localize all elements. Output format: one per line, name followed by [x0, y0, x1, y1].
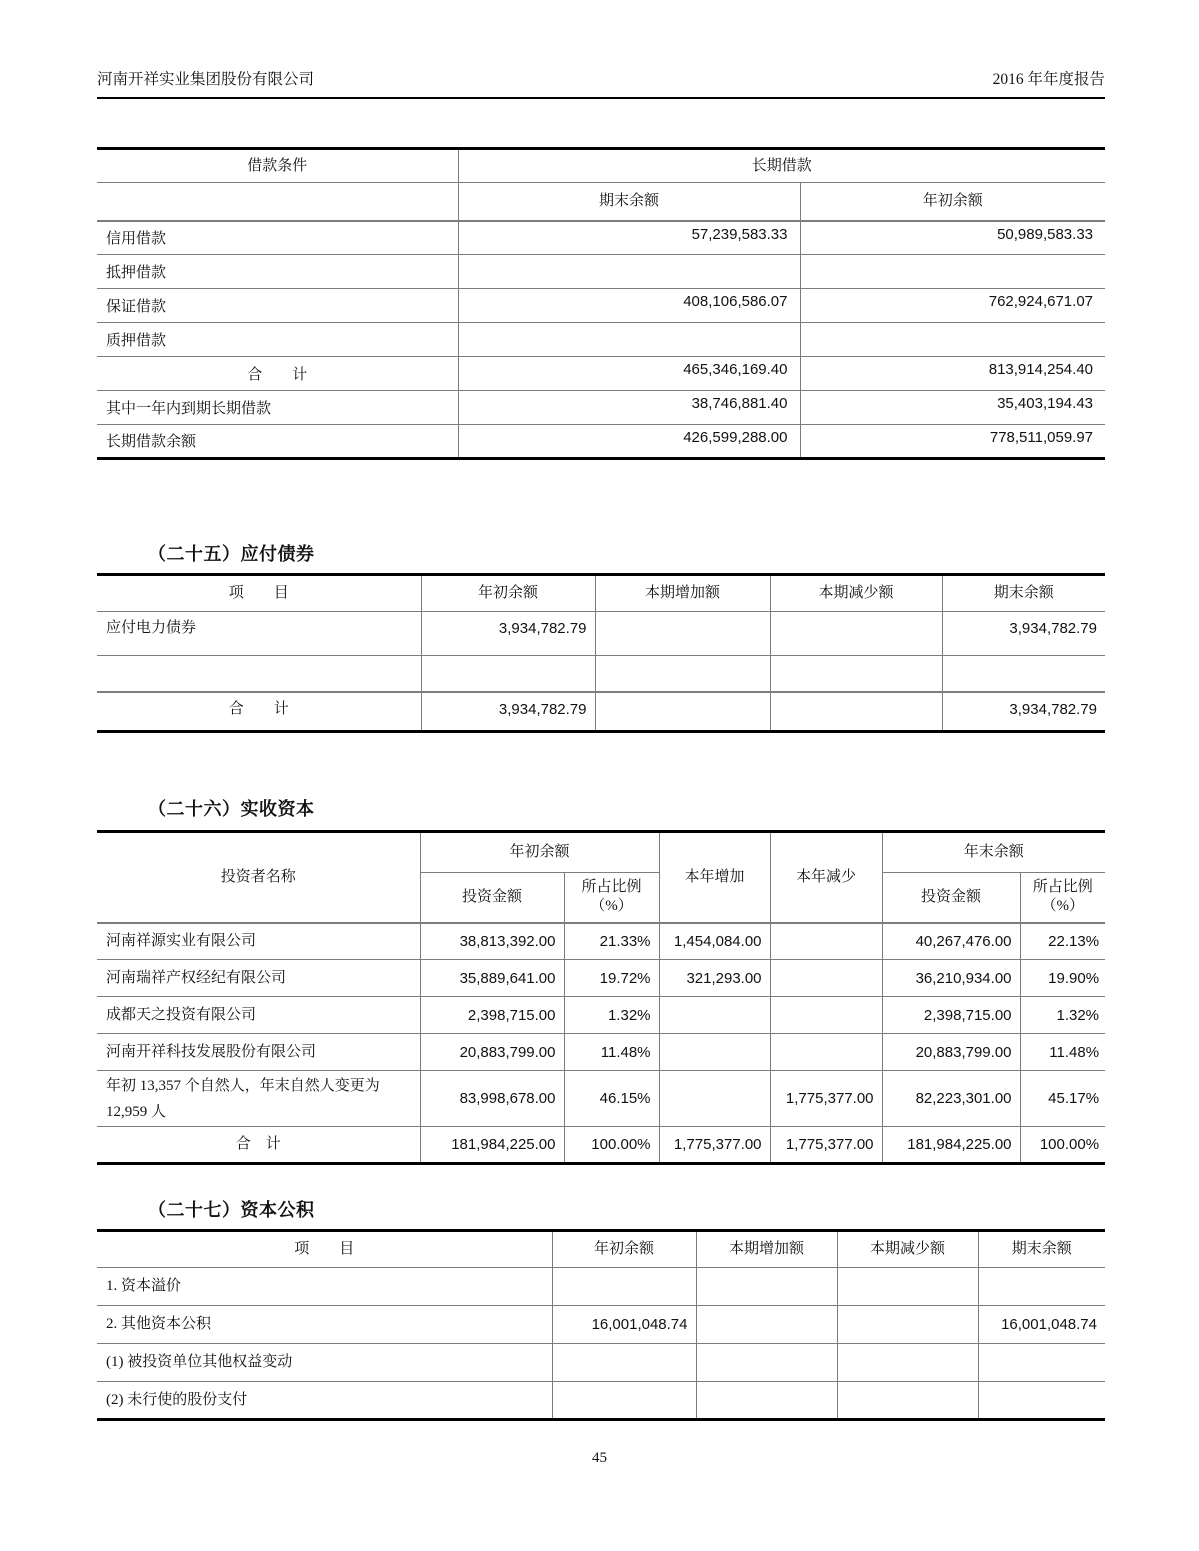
table-row: [97, 1306, 1105, 1344]
opening-balance-cell: 762,924,671.07: [800, 289, 1105, 323]
col-header-opening-group: 年初余额: [420, 832, 659, 873]
closing-balance-cell: [978, 1268, 1105, 1306]
col-header-decrease: 本期减少额: [837, 1231, 978, 1268]
closing-ratio-cell: 11.48%: [1020, 1034, 1105, 1071]
closing-ratio-cell: 45.17%: [1020, 1071, 1105, 1127]
col-header-long-term-loan: 长期借款: [458, 149, 1105, 183]
col-header-opening-balance: 年初余额: [800, 183, 1105, 221]
col-header-opening-balance: 年初余额: [552, 1231, 696, 1268]
closing-balance-cell: [458, 323, 800, 357]
table-row: [97, 1034, 1105, 1071]
col-header-decrease: 本年减少: [770, 832, 882, 923]
page-header: [97, 0, 1105, 99]
investor-cell: 河南开祥科技发展股份有限公司: [97, 1034, 420, 1071]
opening-ratio-cell: 19.72%: [564, 960, 659, 997]
increase-cell: [659, 1034, 770, 1071]
closing-balance-cell: 465,346,169.40: [458, 357, 800, 391]
investor-cell: 成都天之投资有限公司: [97, 997, 420, 1034]
closing-balance-cell: [978, 1344, 1105, 1382]
opening-amount-cell: 35,889,641.00: [420, 960, 564, 997]
opening-balance-cell: [800, 323, 1105, 357]
long-term-loan-table: [97, 147, 1105, 460]
opening-balance-cell: 778,511,059.97: [800, 425, 1105, 459]
total-label-cell: 合 计: [97, 1127, 420, 1164]
closing-amount-cell: 20,883,799.00: [882, 1034, 1020, 1071]
item-cell: 应付电力债券: [97, 612, 421, 656]
closing-amount-cell: 2,398,715.00: [882, 997, 1020, 1034]
closing-balance-cell: 408,106,586.07: [458, 289, 800, 323]
loan-type-cell: 抵押借款: [97, 255, 458, 289]
investor-cell: 河南祥源实业有限公司: [97, 923, 420, 960]
closing-amount-cell: 181,984,225.00: [882, 1127, 1020, 1164]
investor-cell: 河南瑞祥产权经纪有限公司: [97, 960, 420, 997]
increase-cell: [659, 1071, 770, 1127]
capital-reserve-table: [97, 1229, 1105, 1421]
decrease-cell: [770, 1034, 882, 1071]
total-row: [97, 357, 1105, 391]
col-header-closing-group: 年末余额: [882, 832, 1105, 873]
paid-in-capital-table: [97, 830, 1105, 1165]
decrease-cell: [770, 997, 882, 1034]
increase-cell: [595, 692, 770, 732]
closing-amount-cell: 40,267,476.00: [882, 923, 1020, 960]
col-header-increase: 本年增加: [659, 832, 770, 923]
decrease-cell: [770, 656, 942, 692]
opening-ratio-cell: 46.15%: [564, 1071, 659, 1127]
item-cell: (1) 被投资单位其他权益变动: [97, 1344, 552, 1382]
company-name: 河南开祥实业集团股份有限公司: [97, 71, 315, 88]
opening-ratio-cell: 100.00%: [564, 1127, 659, 1164]
opening-amount-cell: 2,398,715.00: [420, 997, 564, 1034]
opening-amount-cell: 38,813,392.00: [420, 923, 564, 960]
opening-ratio-cell: 1.32%: [564, 997, 659, 1034]
closing-balance-cell: [978, 1382, 1105, 1420]
col-header-closing-ratio: 所占比例（%）: [1020, 873, 1105, 923]
increase-cell: [595, 656, 770, 692]
increase-cell: [696, 1306, 837, 1344]
opening-amount-cell: 181,984,225.00: [420, 1127, 564, 1164]
col-header-decrease: 本期减少额: [770, 575, 942, 612]
section-title-paid-in-capital: （二十六）实收资本: [148, 799, 315, 819]
decrease-cell: [837, 1268, 978, 1306]
item-cell: [97, 656, 421, 692]
total-label-cell: 合 计: [97, 357, 458, 391]
table-row: [97, 391, 1105, 425]
opening-balance-cell: [552, 1344, 696, 1382]
investor-cell: 年初 13,357 个自然人，年末自然人变更为 12,959 人: [97, 1071, 420, 1127]
increase-cell: [696, 1268, 837, 1306]
closing-ratio-cell: 22.13%: [1020, 923, 1105, 960]
table-row: [97, 425, 1105, 459]
section-title-bonds-payable: （二十五）应付债券: [148, 544, 315, 564]
col-header-item: 项 目: [97, 575, 421, 612]
col-header-opening-amount: 投资金额: [420, 873, 564, 923]
header-row: [97, 1231, 1105, 1268]
total-row: [97, 692, 1105, 732]
opening-balance-cell: [552, 1382, 696, 1420]
decrease-cell: [837, 1344, 978, 1382]
closing-balance-cell: 16,001,048.74: [978, 1306, 1105, 1344]
col-header-increase: 本期增加额: [696, 1231, 837, 1268]
col-header-increase: 本期增加额: [595, 575, 770, 612]
closing-amount-cell: 82,223,301.00: [882, 1071, 1020, 1127]
increase-cell: [696, 1344, 837, 1382]
bonds-payable-table: [97, 573, 1105, 733]
opening-balance-cell: 16,001,048.74: [552, 1306, 696, 1344]
decrease-cell: 1,775,377.00: [770, 1071, 882, 1127]
closing-balance-cell: [458, 255, 800, 289]
item-cell: 2. 其他资本公积: [97, 1306, 552, 1344]
total-label-cell: 合 计: [97, 692, 421, 732]
opening-balance-cell: 813,914,254.40: [800, 357, 1105, 391]
col-header-closing-balance: 期末余额: [942, 575, 1105, 612]
table-row: [97, 1344, 1105, 1382]
closing-balance-cell: 426,599,288.00: [458, 425, 800, 459]
empty-header-cell: [97, 183, 458, 221]
table-row: [97, 289, 1105, 323]
opening-balance-cell: 50,989,583.33: [800, 221, 1105, 255]
closing-balance-cell: 3,934,782.79: [942, 692, 1105, 732]
increase-cell: [595, 612, 770, 656]
col-header-investor: 投资者名称: [97, 832, 420, 923]
header-row: [97, 832, 1105, 873]
col-header-closing-balance: 期末余额: [978, 1231, 1105, 1268]
loan-type-cell: 质押借款: [97, 323, 458, 357]
closing-ratio-cell: 100.00%: [1020, 1127, 1105, 1164]
decrease-cell: [770, 923, 882, 960]
decrease-cell: [837, 1306, 978, 1344]
table-row: [97, 221, 1105, 255]
opening-balance-cell: 3,934,782.79: [421, 612, 595, 656]
decrease-cell: [770, 960, 882, 997]
opening-balance-cell: [552, 1268, 696, 1306]
decrease-cell: [770, 612, 942, 656]
report-title: 2016 年年度报告: [992, 71, 1105, 88]
opening-balance-cell: [800, 255, 1105, 289]
item-cell: 1. 资本溢价: [97, 1268, 552, 1306]
decrease-cell: [770, 692, 942, 732]
closing-balance-cell: 38,746,881.40: [458, 391, 800, 425]
closing-ratio-cell: 19.90%: [1020, 960, 1105, 997]
table-row: [97, 960, 1105, 997]
closing-amount-cell: 36,210,934.00: [882, 960, 1020, 997]
opening-balance-cell: [421, 656, 595, 692]
page-number: 45: [592, 1450, 607, 1466]
closing-balance-cell: 3,934,782.79: [942, 612, 1105, 656]
item-cell: (2) 未行使的股份支付: [97, 1382, 552, 1420]
closing-balance-cell: [942, 656, 1105, 692]
opening-balance-cell: 3,934,782.79: [421, 692, 595, 732]
decrease-cell: [837, 1382, 978, 1420]
loan-type-cell: 保证借款: [97, 289, 458, 323]
sub-header-row: [97, 183, 1105, 221]
table-row: [97, 656, 1105, 692]
table-row: [97, 997, 1105, 1034]
table-row: [97, 923, 1105, 960]
table-row: [97, 255, 1105, 289]
opening-ratio-cell: 11.48%: [564, 1034, 659, 1071]
closing-ratio-cell: 1.32%: [1020, 997, 1105, 1034]
opening-balance-cell: 35,403,194.43: [800, 391, 1105, 425]
col-header-opening-balance: 年初余额: [421, 575, 595, 612]
increase-cell: [696, 1382, 837, 1420]
increase-cell: 1,454,084.00: [659, 923, 770, 960]
increase-cell: [659, 997, 770, 1034]
table-row: [97, 1071, 1105, 1127]
total-row: [97, 1127, 1105, 1164]
table-row: [97, 323, 1105, 357]
increase-cell: 1,775,377.00: [659, 1127, 770, 1164]
table-row: [97, 1382, 1105, 1420]
closing-balance-cell: 57,239,583.33: [458, 221, 800, 255]
increase-cell: 321,293.00: [659, 960, 770, 997]
col-header-opening-ratio: 所占比例（%）: [564, 873, 659, 923]
col-header-closing-amount: 投资金额: [882, 873, 1020, 923]
header-row: [97, 149, 1105, 183]
loan-type-cell: 信用借款: [97, 221, 458, 255]
section-title-capital-reserve: （二十七）资本公积: [148, 1200, 315, 1220]
table-row: [97, 612, 1105, 656]
opening-amount-cell: 20,883,799.00: [420, 1034, 564, 1071]
decrease-cell: 1,775,377.00: [770, 1127, 882, 1164]
loan-type-cell: 其中一年内到期长期借款: [97, 391, 458, 425]
opening-amount-cell: 83,998,678.00: [420, 1071, 564, 1127]
table-row: [97, 1268, 1105, 1306]
col-header-closing-balance: 期末余额: [458, 183, 800, 221]
col-header-loan-condition: 借款条件: [97, 149, 458, 183]
opening-ratio-cell: 21.33%: [564, 923, 659, 960]
header-row: [97, 575, 1105, 612]
loan-type-cell: 长期借款余额: [97, 425, 458, 459]
col-header-item: 项 目: [97, 1231, 552, 1268]
